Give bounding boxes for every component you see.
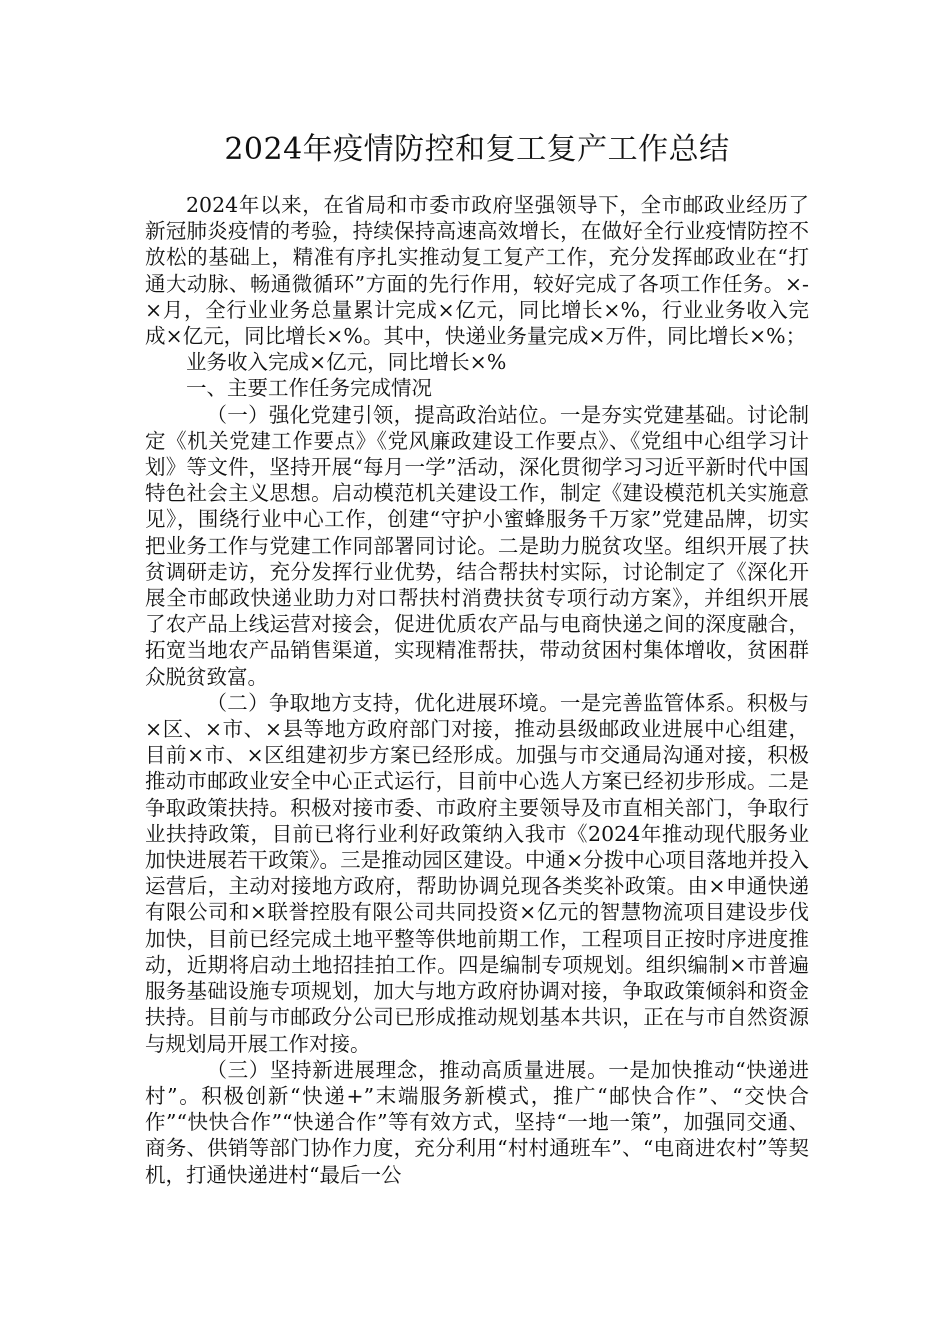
paragraph-party-building: （一）强化党建引领，提高政治站位。一是夯实党建基础。讨论制定《机关党建工作要点》《党风廉政建设工作要点》、《党组中心组学习计划》等文件，坚持开展“每月一学”活动，深化贯彻学习习近平新时代中国特色社会主义思想。启动模范机关建设工作，制定《建设模范机关实施意见》，围绕行业中心工作，创建“守护小蜜蜂服务千万家”党建品牌，切实把业务工作与党建工作同部署同讨论。二是助力脱贫攻坚。组织开展了扶贫调研走访，充分发挥行业优势，结合帮扶村实际，讨论制定了《深化开展全市邮政快递业助力对口帮扶村消费扶贫专项行动方案》，并组织开展了农产品上线运营对接会，促进优质农产品与电商快递之间的深度融合，拓宽当地农产品销售渠道，实现精准帮扶，带动贫困村集体增收，贫困群众脱贫致富。	[145, 402, 809, 689]
document-page	[145, 128, 809, 1188]
document-body	[145, 192, 809, 1188]
paragraph-revenue: 业务收入完成×亿元，同比增长×%	[186, 350, 507, 375]
paragraph-high-quality-development: （三）坚持新进展理念，推动高质量进展。一是加快推动“快递进村”。积极创新“快递+”末端服务新模式，推广“邮快合作”、“交快合作”“快快合作”“快递合作”等有效方式，坚持“一地一策”，加强同交通、商务、供销等部门协作力度，充分利用“村村通班车”、“电商进农村”等契机，打通快递进村“最后一公	[145, 1057, 809, 1187]
paragraph-intro: 2024年以来，在省局和市委市政府坚强领导下，全市邮政业经历了新冠肺炎疫情的考验，持续保持高速高效增长，在做好全行业疫情防控不放松的基础上，精准有序扎实推动复工复产工作，充分发挥邮政业在“打通大动脉、畅通微循环”方面的先行作用，较好完成了各项工作任务。×-×月，全行业业务总量累计完成×亿元，同比增长×%，行业业务收入完成×亿元，同比增长×%。其中，快递业务量完成×万件，同比增长×%；	[145, 193, 809, 349]
paragraph-local-support: （二）争取地方支持，优化进展环境。一是完善监管体系。积极与×区、×市、×县等地方政府部门对接，推动县级邮政业进展中心组建，目前×市、×区组建初步方案已经形成。加强与市交通局沟通对接，积极推动市邮政业安全中心正式运行，目前中心选人方案已经初步形成。二是争取政策扶持。积极对接市委、市政府主要领导及市直相关部门，争取行业扶持政策，目前已将行业利好政策纳入我市《2024年推动现代服务业加快进展若干政策》。三是推动园区建设。中通×分拨中心项目落地并投入运营后，主动对接地方政府，帮助协调兑现各类奖补政策。由×申通快递有限公司和×联誉控股有限公司共同投资×亿元的智慧物流项目建设步伐加快，目前已经完成土地平整等供地前期工作，工程项目正按时序进度推动，近期将启动土地招挂拍工作。四是编制专项规划。组织编制×市普遍服务基础设施专项规划，加大与地方政府协调对接，争取政策倾斜和资金扶持。目前与市邮政分公司已形成推动规划基本共识，正在与市自然资源与规划局开展工作对接。	[145, 690, 809, 1056]
document-title: 2024年疫情防控和复工复产工作总结	[224, 132, 730, 167]
section-heading-1: 一、主要工作任务完成情况	[186, 376, 432, 401]
